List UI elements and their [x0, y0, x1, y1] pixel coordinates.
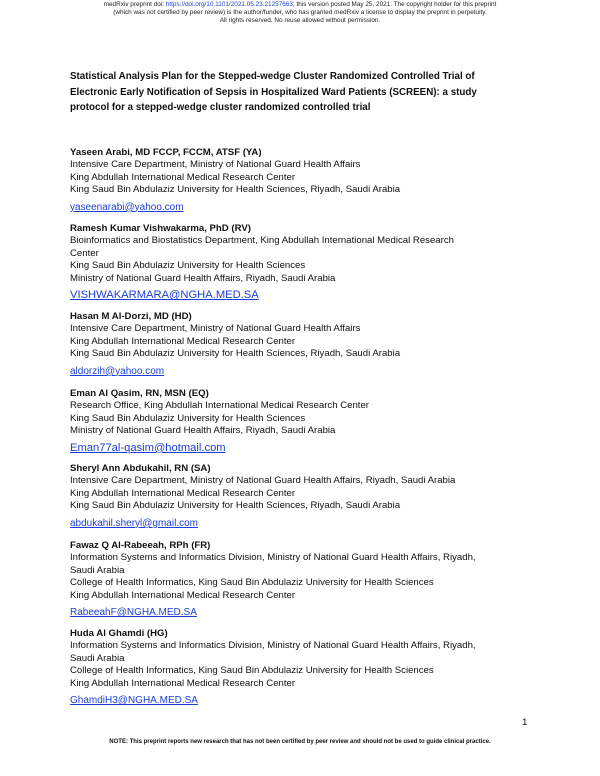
author-block [70, 222, 550, 303]
author-affiliation: Ministry of National Guard Health Affairs, Riyadh, Saudi Arabia [70, 272, 336, 284]
author-affiliation: Research Office, King Abdullah International Medical Research Center [70, 400, 369, 411]
author-block [70, 627, 550, 708]
author-email-link[interactable]: abdukahil.sheryl@gmail.com [70, 517, 198, 529]
title-line-1: Statistical Analysis Plan for the Stepped-wedge Cluster Randomized Controlled Trial of [70, 71, 475, 82]
author-affiliation: Intensive Care Department, Ministry of National Guard Health Affairs [70, 323, 361, 334]
author-affiliation: Saudi Arabia [70, 652, 125, 664]
author-block [70, 462, 550, 531]
author-affiliation: Saudi Arabia [70, 564, 125, 576]
title-line-2: Electronic Early Notification of Sepsis in Hospitalized Ward Patients (SCREEN): a study [70, 86, 477, 98]
author-email-link[interactable]: Eman77al-qasim@hotmail.com [70, 441, 226, 454]
author-affiliation: King Saud Bin Abdulaziz University for Health Sciences [70, 260, 306, 272]
author-affiliation: Information Systems and Informatics Division, Ministry of National Guard Health Affairs, Riyadh, [70, 552, 476, 563]
preprint-header [0, 1, 600, 26]
author-affiliation: King Saud Bin Abdulaziz University for Health Sciences, Riyadh, Saudi Arabia [70, 348, 401, 360]
author-block [70, 310, 550, 379]
author-affiliation: King Abdullah International Medical Research Center [70, 335, 296, 347]
header-line-2: (which was not certified by peer review) is the author/funder, who has granted medRxiv a license to display the preprint in perpetuity. [113, 9, 487, 17]
author-affiliation: College of Health Informatics, King Saud Bin Abdulaziz University for Health Sciences [70, 665, 434, 677]
author-name: Sheryl Ann Abdukahil, RN (SA) [70, 463, 211, 474]
author-email-link[interactable]: VISHWAKARMARA@NGHA.MED.SA [70, 289, 259, 302]
author-affiliation: King Abdullah International Medical Research Center [70, 589, 296, 601]
paper-title [70, 69, 540, 116]
author-block [70, 146, 550, 215]
author-affiliation: Intensive Care Department, Ministry of National Guard Health Affairs [70, 159, 361, 170]
author-affiliation: King Abdullah International Medical Research Center [70, 171, 296, 183]
author-block [70, 539, 550, 620]
author-email-link[interactable]: aldorzih@yahoo.com [70, 365, 165, 377]
author-name: Ramesh Kumar Vishwakarma, PhD (RV) [70, 223, 251, 234]
author-affiliation: Information Systems and Informatics Division, Ministry of National Guard Health Affairs, Riyadh, [70, 640, 476, 651]
author-email-link[interactable]: RabeeahF@NGHA.MED.SA [70, 607, 197, 619]
author-block [70, 387, 550, 456]
author-email-link[interactable]: yaseenarabi@yahoo.com [70, 201, 184, 213]
author-affiliation: King Saud Bin Abdulaziz University for Health Sciences, Riyadh, Saudi Arabia [70, 500, 401, 512]
doi-link[interactable]: https://doi.org/10.1101/2021.05.23.21257663 [165, 1, 293, 8]
author-affiliation: Intensive Care Department, Ministry of National Guard Health Affairs, Riyadh, Saudi Arabia [70, 475, 456, 486]
author-affiliation: Bioinformatics and Biostatistics Department, King Abdullah International Medical Research [70, 235, 454, 246]
author-affiliation: King Abdullah International Medical Research Center [70, 487, 296, 499]
author-affiliation: King Saud Bin Abdulaziz University for Health Sciences, Riyadh, Saudi Arabia [70, 184, 401, 196]
author-name: Yaseen Arabi, MD FCCP, FCCM, ATSF (YA) [70, 147, 262, 158]
author-name: Hasan M Al-Dorzi, MD (HD) [70, 311, 192, 322]
header-line-1: medRxiv preprint doi: https://doi.org/10.1101/2021.05.23.21257663; this version posted May 25, 2021. The copyright holder for this preprint [103, 1, 497, 8]
author-affiliation: Center [70, 247, 99, 259]
author-affiliation: King Abdullah International Medical Research Center [70, 677, 296, 689]
author-affiliation: College of Health Informatics, King Saud Bin Abdulaziz University for Health Sciences [70, 577, 434, 589]
title-line-3: protocol for a stepped-wedge cluster randomized controlled trial [70, 102, 371, 113]
preprint-footnote: NOTE: This preprint reports new research that has not been certified by peer review and should not be used to guide clinical practice. [109, 739, 491, 745]
author-affiliation: King Saud Bin Abdulaziz University for Health Sciences [70, 412, 306, 424]
author-name: Eman Al Qasim, RN, MSN (EQ) [70, 388, 209, 399]
page-number: 1 [522, 717, 528, 728]
author-email-link[interactable]: GhamdiH3@NGHA.MED.SA [70, 695, 198, 707]
header-line-3: All rights reserved. No reuse allowed without permission. [219, 17, 381, 25]
author-name: Fawaz Q Al-Rabeeah, RPh (FR) [70, 540, 211, 551]
author-name: Huda Al Ghamdi (HG) [70, 628, 168, 639]
author-affiliation: Ministry of National Guard Health Affairs, Riyadh, Saudi Arabia [70, 425, 336, 437]
